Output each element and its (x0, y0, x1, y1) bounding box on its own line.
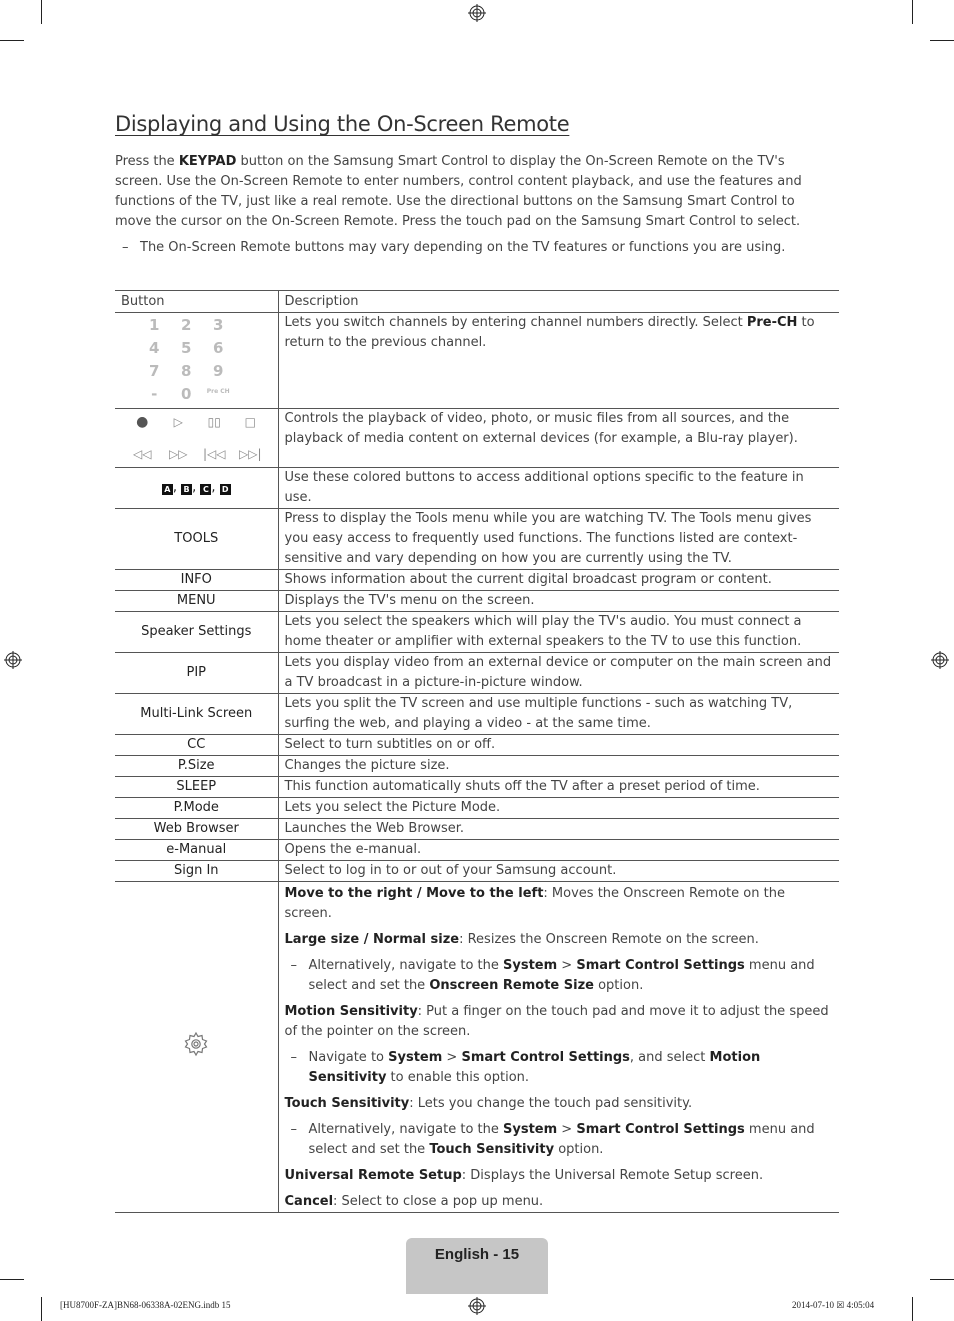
previous-icon: |◁◁ (203, 447, 226, 461)
motion-note: – Navigate to System > Smart Control Settings, and select Motion Sensitivity to enable this option. (290, 1050, 761, 1085)
page-title: Displaying and Using the On-Screen Remote (115, 112, 570, 136)
settings-description (278, 882, 839, 1213)
page-number: English - 15 (434, 1246, 520, 1263)
crop-mark (41, 0, 42, 24)
dash-button: - (151, 385, 158, 403)
pause-icon: ▯▯ (207, 415, 221, 429)
number-button: 8 (181, 362, 192, 380)
table-row (115, 591, 839, 612)
button-label: PIP (115, 653, 278, 694)
cancel-option: Cancel: Select to close a pop up menu. (284, 1194, 544, 1209)
table-row (115, 509, 839, 570)
button-description: Launches the Web Browser. (278, 819, 839, 840)
button-label: P.Mode (115, 798, 278, 819)
remote-buttons-table (115, 290, 839, 1213)
number-button: 6 (213, 339, 224, 357)
number-button: 0 (181, 385, 192, 403)
button-label: TOOLS (115, 509, 278, 570)
numpad-cell (115, 313, 278, 409)
table-row (115, 861, 839, 882)
rewind-icon: ◁◁ (133, 447, 152, 461)
gear-icon (183, 1031, 209, 1057)
table-row (115, 840, 839, 861)
table-row (115, 313, 839, 409)
crop-mark (930, 40, 954, 41)
media-cell (115, 409, 278, 468)
button-label: Multi-Link Screen (115, 694, 278, 735)
table-row (115, 798, 839, 819)
record-icon: ● (136, 414, 149, 430)
number-button: 7 (149, 362, 160, 380)
play-icon: ▷ (173, 415, 183, 429)
header-description: Description (278, 291, 839, 313)
table-row (115, 882, 839, 1213)
number-button: 4 (149, 339, 160, 357)
size-option: Large size / Normal size: Resizes the Onscreen Remote on the screen. (284, 932, 759, 947)
number-button: 2 (181, 316, 192, 334)
button-description: Press to display the Tools menu while you are watching TV. The Tools menu gives you easy access to frequently used functions. The functions listed are context-sensitive and vary depending on how you are currently using the TV. (278, 509, 839, 570)
touch-option: Touch Sensitivity: Lets you change the touch pad sensitivity. (284, 1096, 693, 1111)
fast-forward-icon: ▷▷ (169, 447, 188, 461)
table-row (115, 756, 839, 777)
crop-mark (930, 1279, 954, 1280)
number-button: 1 (149, 316, 160, 334)
button-description: Displays the TV's menu on the screen. (278, 591, 839, 612)
color-button-a: A (162, 484, 173, 495)
button-label: Sign In (115, 861, 278, 882)
number-button: 5 (181, 339, 192, 357)
table-header-row (115, 291, 839, 313)
registration-mark-icon (468, 4, 486, 22)
button-description: Lets you display video from an external device or computer on the main screen and a TV broadcast in a picture-in-picture window. (278, 653, 839, 694)
table-row (115, 819, 839, 840)
button-description: Lets you split the TV screen and use multiple functions - such as watching TV, surfing the web, and playing a video - at the same time. (278, 694, 839, 735)
color-buttons-cell: A , B , C , D (115, 468, 278, 509)
registration-mark-icon (931, 651, 949, 669)
crop-mark (0, 40, 24, 41)
number-button: 3 (213, 316, 224, 334)
button-label: SLEEP (115, 777, 278, 798)
slug-left: [HU8700F-ZA]BN68-06338A-02ENG.indb 15 (60, 1300, 231, 1310)
button-label: e-Manual (115, 840, 278, 861)
slug-right: 2014-07-10 ☒ 4:05:04 (792, 1300, 875, 1310)
move-option: Move to the right / Move to the left: Moves the Onscreen Remote on the screen. (284, 886, 785, 921)
table-row (115, 694, 839, 735)
crop-mark (912, 1297, 913, 1321)
pre-ch-button: Pre CH (206, 388, 230, 395)
button-description: Opens the e-manual. (278, 840, 839, 861)
color-button-d: D (220, 484, 231, 495)
keypad-label: KEYPAD (178, 154, 237, 169)
media-icons (121, 409, 272, 467)
table-row (115, 468, 839, 509)
button-label: P.Size (115, 756, 278, 777)
note: – The On-Screen Remote buttons may vary depending on the TV features or functions you are using. (122, 240, 786, 255)
header-button: Button (115, 291, 278, 313)
crop-mark (912, 0, 913, 24)
table-row (115, 777, 839, 798)
table-row (115, 409, 839, 468)
color-button-c: C (200, 484, 211, 495)
table-row (115, 735, 839, 756)
color-buttons-description: Use these colored buttons to access additional options specific to the feature in use. (278, 468, 839, 509)
button-label: INFO (115, 570, 278, 591)
button-label: Web Browser (115, 819, 278, 840)
table-row (115, 653, 839, 694)
intro-paragraph: Press the KEYPAD button on the Samsung Smart Control to display the On-Screen Remote on the TV's screen. Use the On-Screen Remote to enter numbers, control content playback, and use the features and functions of the TV, just like a real remote. Use the directional buttons on the Samsung Smart Control to move the cursor on the On-Screen Remote. Press the touch pad on the Samsung Smart Control to select. (115, 154, 802, 229)
size-note: – Alternatively, navigate to the System > Smart Control Settings menu and select and set the Onscreen Remote Size option. (290, 958, 815, 993)
table-row (115, 570, 839, 591)
page-footer (406, 1238, 548, 1294)
registration-mark-icon (468, 1297, 486, 1315)
button-description: Changes the picture size. (278, 756, 839, 777)
settings-cell (115, 882, 278, 1213)
universal-option: Universal Remote Setup: Displays the Universal Remote Setup screen. (284, 1168, 764, 1183)
button-description: This function automatically shuts off the TV after a preset period of time. (278, 777, 839, 798)
media-description: Controls the playback of video, photo, or music files from all sources, and the playback of media content on external devices (for example, a Blu-ray player). (278, 409, 839, 468)
button-description: Select to turn subtitles on or off. (278, 735, 839, 756)
touch-note: – Alternatively, navigate to the System > Smart Control Settings menu and select and set the Touch Sensitivity option. (290, 1122, 815, 1157)
button-label: MENU (115, 591, 278, 612)
motion-option: Motion Sensitivity: Put a finger on the touch pad and move it to adjust the speed of the pointer on the screen. (284, 1004, 829, 1039)
button-label: Speaker Settings (115, 612, 278, 653)
table-row (115, 612, 839, 653)
button-description: Shows information about the current digital broadcast program or content. (278, 570, 839, 591)
registration-mark-icon (4, 651, 22, 669)
crop-mark (0, 1279, 24, 1280)
crop-mark (41, 1297, 42, 1321)
button-label: CC (115, 735, 278, 756)
button-description: Lets you select the speakers which will play the TV's audio. You must connect a home theater or amplifier with external speakers to the TV to use this function. (278, 612, 839, 653)
numpad-icons (101, 313, 272, 408)
number-button: 9 (213, 362, 224, 380)
color-button-b: B (181, 484, 192, 495)
stop-icon: □ (244, 415, 256, 429)
next-icon: ▷▷| (239, 447, 262, 461)
button-description: Lets you select the Picture Mode. (278, 798, 839, 819)
numpad-description: Lets you switch channels by entering channel numbers directly. Select Pre-CH to return to the previous channel. (278, 313, 839, 409)
button-description: Select to log in to or out of your Samsung account. (278, 861, 839, 882)
